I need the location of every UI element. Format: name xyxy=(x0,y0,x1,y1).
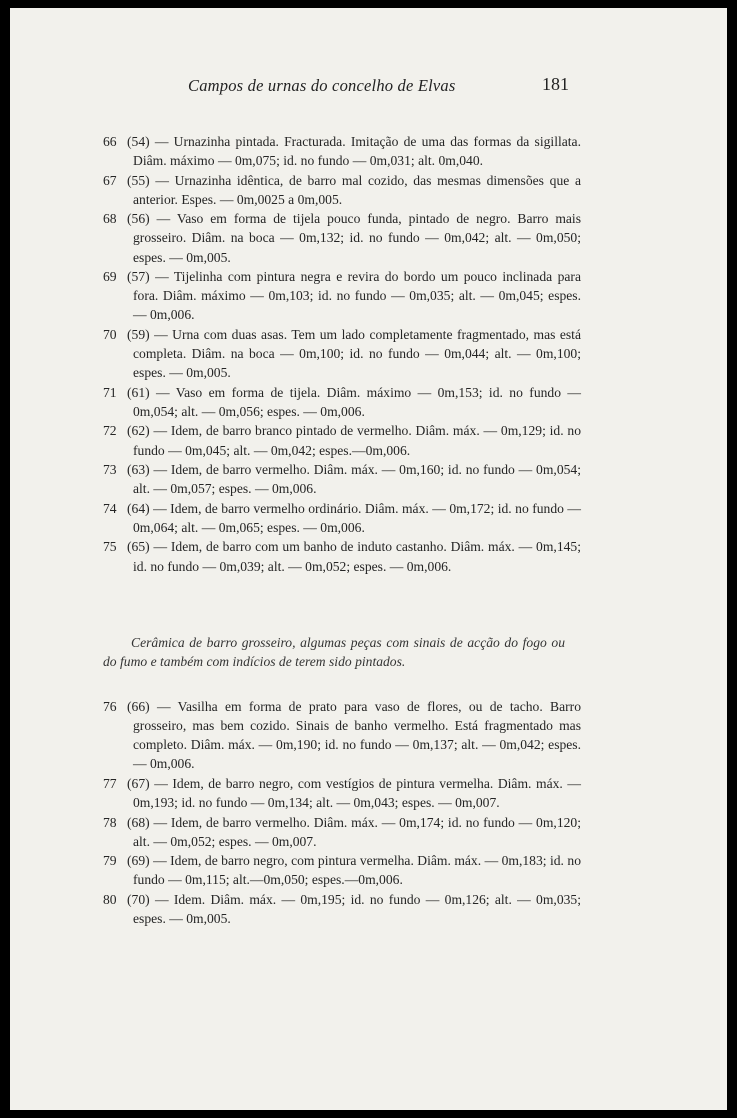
entry-number: 66 xyxy=(103,134,117,149)
book-page xyxy=(10,8,727,1110)
entry-text: (61) — Vaso em forma de tijela. Diâm. máximo — 0m,153; id. no fundo — 0m,054; alt. — 0m,056; espes. — 0m,006. xyxy=(127,384,581,419)
entry-text: (59) — Urna com duas asas. Tem um lado completamente fragmentado, mas está completa. Diâm. na boca — 0m,100; id. no fundo — 0m,044; alt. — 0m,100; espes. — 0m,005. xyxy=(127,326,581,381)
entry-list-first xyxy=(103,132,581,576)
catalog-entry xyxy=(103,383,581,421)
catalog-entry xyxy=(103,325,581,382)
entry-text: (56) — Vaso em forma de tijela pouco funda, pintado de negro. Barro mais grosseiro. Diâm. na boca — 0m,132; id. no fundo — 0m,042; alt. — 0m,050; espes. — 0m,005. xyxy=(127,211,581,265)
entry-number: 77 xyxy=(103,775,117,791)
catalog-entry xyxy=(103,267,581,324)
entry-number: 79 xyxy=(103,853,117,869)
catalog-entry xyxy=(103,460,581,498)
entry-number: 73 xyxy=(103,462,117,478)
entry-number: 71 xyxy=(103,384,117,400)
entry-text: (62) — Idem, de barro branco pintado de vermelho. Diâm. máx. — 0m,129; id. no fundo — 0m,045; alt. — 0m,042; espes.—0m,006. xyxy=(127,423,581,458)
entry-number: 78 xyxy=(103,814,117,830)
entry-text: (66) — Vasilha em forma de prato para vaso de flores, ou de tacho. Barro grosseiro, mas bem cozido. Sinais de banho vermelho. Está fragmentado mas completo. Diâm. máx. — 0m,190; id. no fundo — 0m,137; alt. — 0m,042; espes. — 0m,006. xyxy=(127,699,581,772)
entry-text: (67) — Idem, de barro negro, com vestígios de pintura vermelha. Diâm. máx. — 0m,193; id. no fundo — 0m,134; alt. — 0m,043; espes. — 0m,007. xyxy=(127,775,581,810)
entry-text: (65) — Idem, de barro com um banho de induto castanho. Diâm. máx. — 0m,145; id. no fundo — 0m,039; alt. — 0m,052; espes. — 0m,006. xyxy=(127,539,581,574)
entry-number: 68 xyxy=(103,211,117,227)
entry-number: 70 xyxy=(103,326,117,342)
catalog-entry xyxy=(103,537,581,575)
entry-text: (64) — Idem, de barro vermelho ordinário. Diâm. máx. — 0m,172; id. no fundo — 0m,064; alt. — 0m,065; espes. — 0m,006. xyxy=(127,500,581,535)
entry-text: (57) — Tijelinha com pintura negra e revira do bordo um pouco inclinada para fora. Diâm. máximo — 0m,103; id. no fundo — 0m,035; alt. — 0m,045; espes. — 0m,006. xyxy=(127,269,581,323)
entry-number: 76 xyxy=(103,699,117,714)
running-title: Campos de urnas do concelho de Elvas xyxy=(188,76,456,95)
section-heading: Cerâmica de barro grosseiro, algumas peças com sinais de acção do fogo ou do fumo e também com indícios de terem sido pintados. xyxy=(103,634,565,670)
catalog-entry xyxy=(103,697,581,773)
entry-text: (70) — Idem. Diâm. máx. — 0m,195; id. no fundo — 0m,126; alt. — 0m,035; espes. — 0m,005. xyxy=(127,891,581,927)
entry-text: (54) — Urnazinha pintada. Fracturada. Imitação de uma das formas da sigillata. Diâm. máximo — 0m,075; id. no fundo — 0m,031; alt. 0m,040. xyxy=(127,134,581,169)
catalog-entry xyxy=(103,813,581,851)
page-number: 181 xyxy=(542,74,569,94)
catalog-entry xyxy=(103,421,581,459)
entry-number: 80 xyxy=(103,891,117,907)
entry-number: 67 xyxy=(103,172,117,188)
entry-text: (68) — Idem, de barro vermelho. Diâm. máx. — 0m,174; id. no fundo — 0m,120; alt. — 0m,052; espes. — 0m,007. xyxy=(127,814,581,849)
entry-text: (63) — Idem, de barro vermelho. Diâm. máx. — 0m,160; id. no fundo — 0m,054; alt. — 0m,057; espes. — 0m,006. xyxy=(127,462,581,497)
entry-number: 74 xyxy=(103,500,117,516)
entry-text: (69) — Idem, de barro negro, com pintura vermelha. Diâm. máx. — 0m,183; id. no fundo — 0m,115; alt.—0m,050; espes.—0m,006. xyxy=(127,853,581,888)
catalog-entry xyxy=(103,774,581,812)
catalog-entry xyxy=(103,171,581,209)
entry-number: 72 xyxy=(103,423,117,439)
catalog-entry xyxy=(103,890,581,928)
catalog-entry xyxy=(103,499,581,537)
entry-list-second xyxy=(103,697,581,929)
entry-number: 69 xyxy=(103,269,117,285)
catalog-entry xyxy=(103,209,581,266)
catalog-entry xyxy=(103,851,581,889)
entry-text: (55) — Urnazinha idêntica, de barro mal cozido, das mesmas dimensões que a anterior. Espes. — 0m,0025 a 0m,005. xyxy=(127,172,581,207)
catalog-entry xyxy=(103,132,581,170)
entry-number: 75 xyxy=(103,539,117,555)
